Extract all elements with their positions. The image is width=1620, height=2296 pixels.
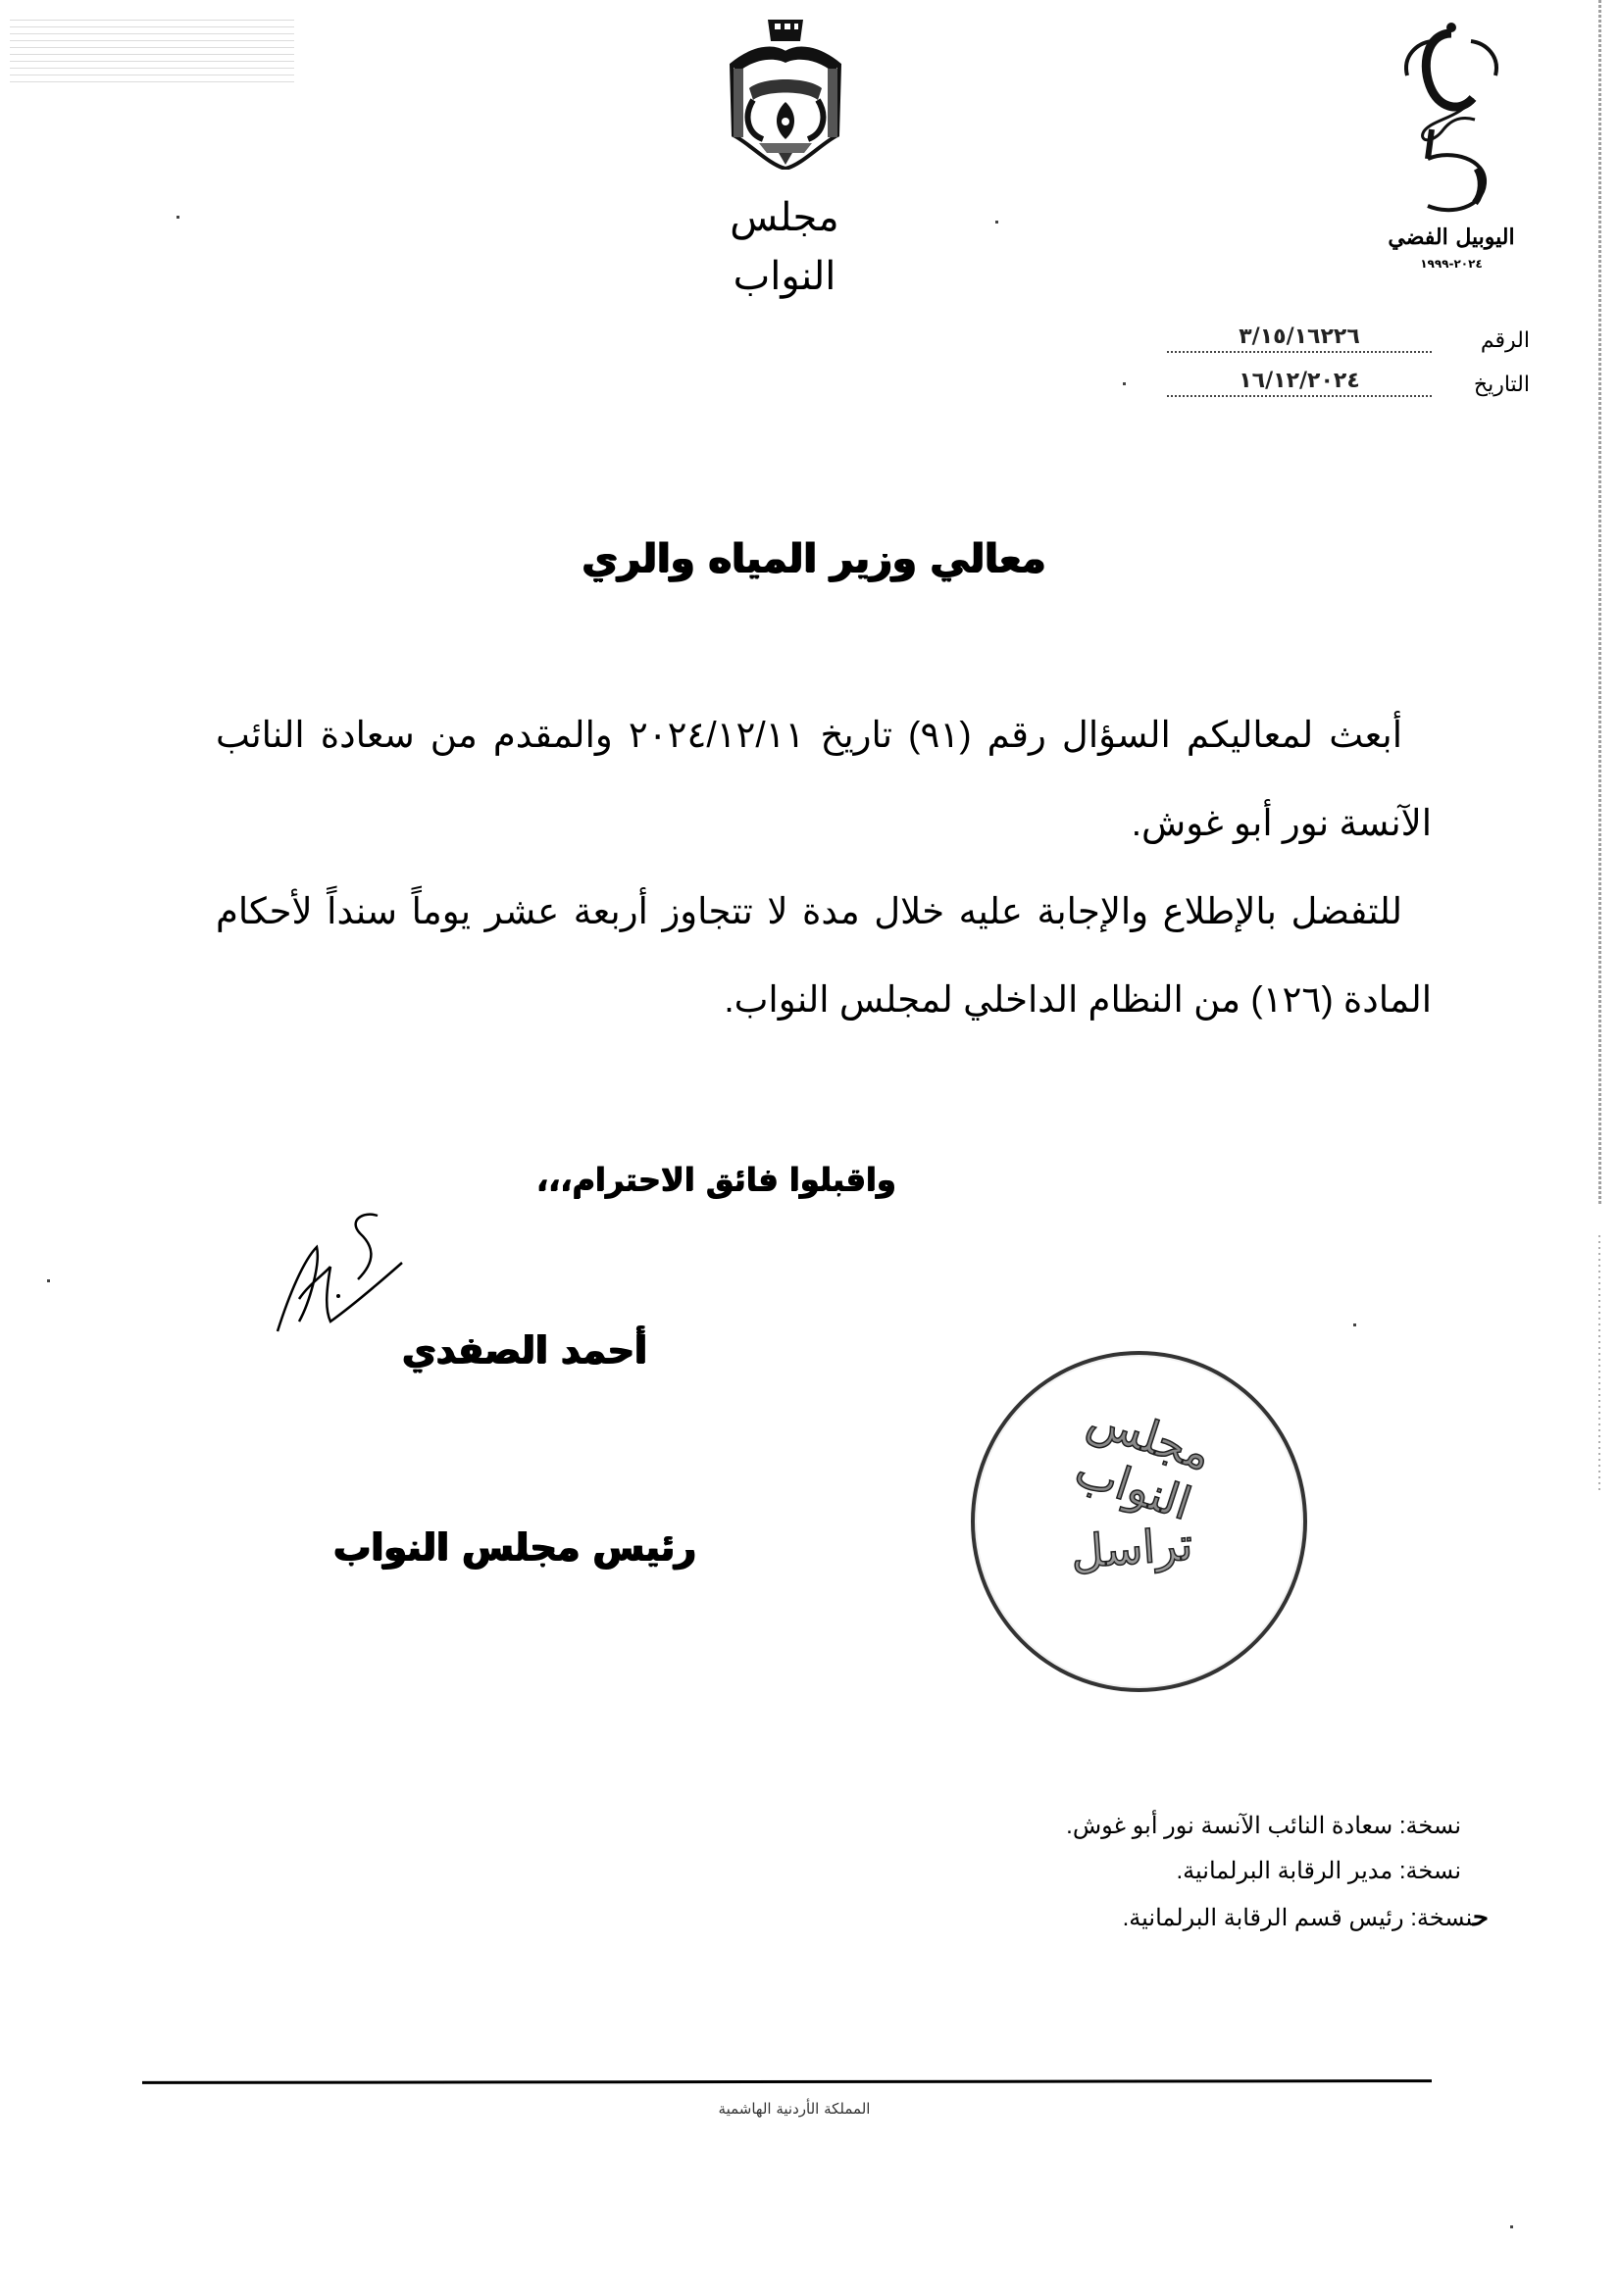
scan-edge-line bbox=[1598, 1235, 1600, 1490]
reference-number: ٣/١٥/١٦٢٢٦ bbox=[1167, 324, 1432, 353]
official-stamp bbox=[971, 1351, 1307, 1692]
cc-label: نسخة: bbox=[1410, 1905, 1473, 1931]
scan-speck bbox=[995, 221, 998, 224]
scan-speck bbox=[1510, 2225, 1513, 2228]
body-paragraph-2: للتفضل بالإطلاع والإجابة عليه خلال مدة لا تتجاوز أربعة عشر يوماً سنداً لأحكام المادة (١٢٦) من النظام الداخلي لمجلس النواب. bbox=[216, 891, 1432, 1020]
cc-recipient: مدير الرقابة البرلمانية. bbox=[1176, 1858, 1393, 1884]
letter-date: ١٦/١٢/٢٠٢٤ bbox=[1167, 369, 1432, 397]
footer-text: المملكة الأردنية الهاشمية bbox=[718, 2100, 871, 2118]
cc-recipient: رئيس قسم الرقابة البرلمانية. bbox=[1122, 1905, 1404, 1931]
coat-of-arms-icon bbox=[724, 18, 847, 170]
cc-item bbox=[883, 1849, 1461, 1894]
addressee-heading: معالي وزير المياه والري bbox=[582, 536, 1046, 581]
date-row bbox=[1167, 358, 1530, 397]
handwritten-mark: ح bbox=[1472, 1902, 1489, 1931]
cc-list bbox=[883, 1804, 1489, 1939]
scan-speck bbox=[47, 1279, 50, 1282]
letter-body bbox=[216, 691, 1432, 1044]
cc-item bbox=[883, 1804, 1461, 1849]
scan-speck bbox=[177, 216, 179, 219]
body-paragraph-1: أبعث لمعاليكم السؤال رقم (٩١) تاريخ ٢٠٢٤/١٢/١١ والمقدم من سعادة النائب الآنسة نور أبو غوش. bbox=[216, 715, 1432, 843]
date-label: التاريخ bbox=[1473, 373, 1530, 397]
signatory-title: رئيس مجلس النواب bbox=[333, 1525, 696, 1569]
scan-speck bbox=[1353, 1323, 1356, 1326]
stamp-line-1: مجلس النواب bbox=[1068, 1391, 1218, 1530]
closing-salutation: واقبلوا فائق الاحترام،،، bbox=[535, 1161, 896, 1198]
jubilee-years: ٢٠٢٤-١٩٩٩ bbox=[1420, 257, 1483, 271]
scan-noise bbox=[10, 15, 294, 88]
reference-row bbox=[1167, 314, 1530, 353]
scan-speck bbox=[1123, 382, 1126, 385]
scan-edge-line bbox=[1598, 0, 1601, 1206]
silver-jubilee-25-logo-icon bbox=[1392, 22, 1510, 218]
jubilee-label: اليوبيل الفضي bbox=[1388, 225, 1515, 250]
institution-name: مجلس النواب bbox=[730, 195, 839, 299]
stamp-line-2: تراسل bbox=[1069, 1517, 1194, 1579]
footer-divider bbox=[142, 2079, 1432, 2084]
cc-item bbox=[883, 1894, 1489, 1939]
cc-label: نسخة: bbox=[1398, 1858, 1461, 1884]
cc-recipient: سعادة النائب الآنسة نور أبو غوش. bbox=[1066, 1813, 1393, 1839]
cc-label: نسخة: bbox=[1398, 1813, 1461, 1839]
reference-label: الرقم bbox=[1480, 328, 1530, 353]
signatory-name: أحمد الصفدي bbox=[402, 1328, 647, 1372]
